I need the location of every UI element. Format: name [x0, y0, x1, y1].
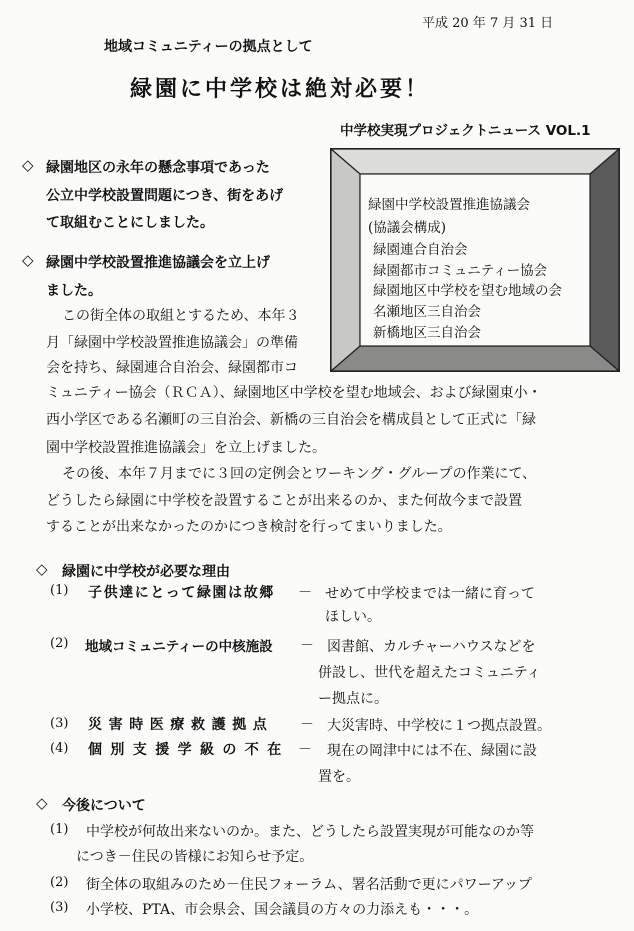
reason-dash: －: [298, 585, 312, 601]
box-line: 緑園地区中学校を望む地域の会: [373, 283, 562, 299]
future-item-number: (2): [50, 875, 69, 890]
future-item-text: につき－住民の皆様にお知らせ予定。: [76, 849, 314, 865]
reason-title: 地域コミュニティーの中核施設: [85, 639, 273, 655]
section1-line: 緑園地区の永年の懸念事項であった: [46, 160, 270, 176]
reason-number: (4): [50, 741, 69, 756]
box-line: 緑園中学校設置推進協議会: [368, 197, 530, 213]
reason-dash: －: [300, 717, 314, 733]
diamond-bullet-icon: ◇: [36, 560, 48, 578]
section2-heading: ました。: [46, 283, 102, 299]
future-item-text: 小学校、PTA、市会県会、国会議員の方々の力添えも・・・。: [86, 902, 479, 918]
future-item-number: (1): [50, 822, 69, 837]
reason-desc: 置を。: [318, 769, 360, 785]
box-line: 新橋地区三自治会: [373, 325, 481, 341]
paragraph-line: この街全体の取組とするため、本年３: [62, 308, 300, 324]
subheading: 地域コミュニティーの拠点として: [104, 39, 313, 55]
reason-dash: －: [298, 742, 312, 758]
paragraph-line: その後、本年７月までに３回の定例会とワーキング・グループの作業にて、: [62, 466, 537, 482]
paragraph-line: ミュニティー協会（ＲＣＡ）、緑園地区中学校を望む地域会、および緑園東小・: [46, 385, 542, 401]
reason-number: (3): [50, 716, 69, 731]
reason-number: (2): [50, 636, 69, 651]
headline: 緑園に中学校は絶対必要！: [130, 77, 431, 102]
diamond-bullet-icon: ◇: [36, 794, 48, 812]
paragraph-line: 会を持ち、緑園連合自治会、緑園都市コ: [46, 360, 298, 376]
reason-dash: －: [300, 638, 314, 654]
reason-desc: 現在の岡津中には不在、緑園に設: [327, 743, 537, 759]
box-line: (協議会構成): [368, 220, 447, 236]
future-item-number: (3): [50, 900, 69, 915]
section1-line: て取組むことにしました。: [46, 215, 214, 231]
future-item-text: 街全体の取組みのため－住民フォーラム、署名活動で更にパワーアップ: [86, 877, 532, 893]
newsletter-name: 中学校実現プロジェクトニュース VOL.1: [340, 123, 591, 139]
box-line: 緑園連合自治会: [373, 242, 468, 258]
reason-number: (1): [50, 583, 69, 598]
section3-heading: 緑園に中学校が必要な理由: [62, 564, 230, 580]
reason-title: 子供達にとって緑園は故郷: [88, 585, 275, 601]
section4-heading: 今後について: [62, 798, 146, 814]
reason-title: 個別支援学級の不在: [88, 742, 290, 758]
diamond-bullet-icon: ◇: [22, 156, 34, 174]
section2-heading: 緑園中学校設置推進協議会を立上げ: [46, 255, 270, 271]
paragraph-line: 西小学区である名瀬町の三自治会、新橋の三自治会を構成員として正式に「緑: [46, 412, 536, 428]
reason-desc: 図書館、カルチャーハウスなどを: [327, 639, 536, 655]
reason-desc: せめて中学校までは一緒に育って: [325, 586, 535, 602]
section1-line: 公立中学校設置問題につき、街をあげ: [46, 188, 284, 204]
reason-desc: ほしい。: [325, 609, 381, 625]
reason-desc: ー拠点に。: [318, 691, 388, 707]
paragraph-line: どうしたら緑園に中学校を設置することが出来るのか、また何故今まで設置: [46, 493, 522, 509]
date: 平成 20 年 7 月 31 日: [422, 16, 554, 31]
box-line: 緑園都市コミュニティー協会: [373, 263, 548, 279]
reason-desc: 大災害時、中学校に１つ拠点設置。: [327, 718, 551, 734]
paragraph-line: 園中学校設置推進協議会」を立上げました。: [46, 440, 326, 456]
reason-title: 災害時医療救護拠点: [88, 717, 274, 733]
box-line: 名瀬地区三自治会: [373, 304, 481, 320]
paragraph-line: することが出来なかったのかにつき検討を行ってまいりました。: [46, 519, 452, 535]
paragraph-line: 月「緑園中学校設置推進協議会」の準備: [46, 335, 298, 351]
reason-desc: 併設し、世代を超えたコミュニティ: [318, 665, 541, 681]
diamond-bullet-icon: ◇: [22, 251, 34, 269]
future-item-text: 中学校が何故出来ないのか。また、どうしたら設置実現が可能なのか等: [86, 824, 534, 840]
